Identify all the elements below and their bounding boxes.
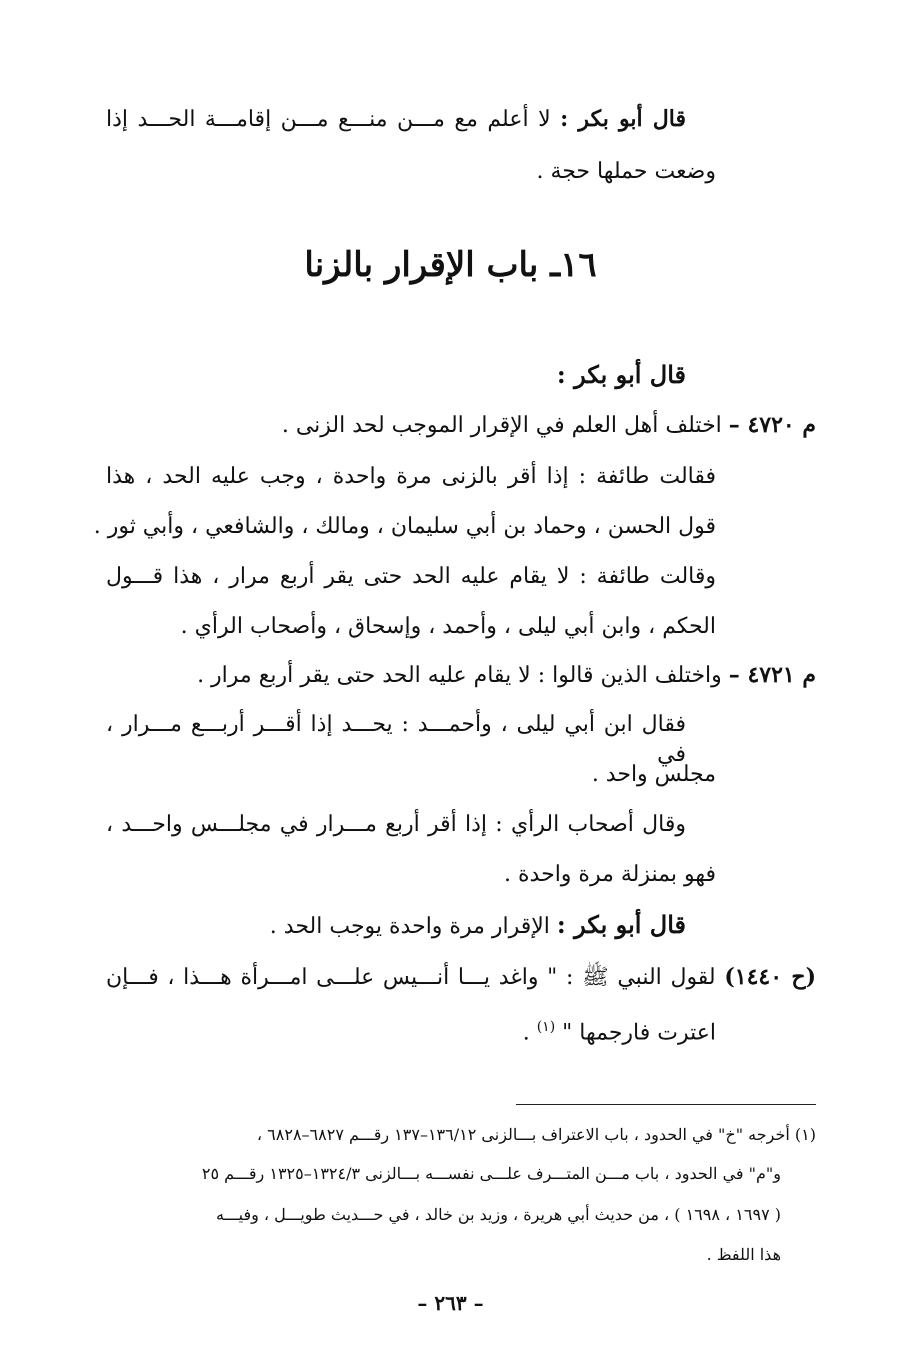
- entry-4720-para2-line2: الحكم ، وابن أبي ليلى ، وأحمد ، وإسحاق ، وأصحاب الرأي .: [180, 614, 716, 639]
- footnote-line-4: هذا اللفظ .: [706, 1245, 781, 1264]
- footnote-line-3: ( ١٦٩٧ ، ١٦٩٨ ) ، من حديث أبي هريرة ، وزيد بن خالد ، في حـــديث طويـــل ، وفيـــه: [215, 1205, 781, 1224]
- chapter-title: ١٦ـ باب الإقرار بالزنا: [304, 245, 597, 285]
- entry-4721-para2-line1: وقال أصحاب الرأي : إذا أقر أربع مـــرار في مجلـــس واحـــد ،: [106, 812, 686, 837]
- entry-4720-para1-line2: قول الحسن ، وحماد بن أبي سليمان ، ومالك ، والشافعي ، وأبي ثور .: [93, 514, 716, 539]
- page-number: – ٢٦٣ –: [417, 1291, 484, 1315]
- hadith-line-1: [106, 962, 816, 993]
- entry-4720-para2-line1: وقالت طائفة : لا يقام عليه الحد حتى يقر أربع مرار ، هذا قـــول: [106, 564, 716, 589]
- top-paragraph-text: لا أعلم مع مـــن منـــع مـــن إقامـــة الحـــد إذا: [106, 107, 551, 132]
- top-paragraph-line-1: [106, 104, 686, 135]
- entry-4720-para1-line1: فقالت طائفة : إذا أقر بالزنى مرة واحدة ، وجب عليه الحد ، هذا: [106, 464, 716, 489]
- footnote-text: أخرجه "خ" في الحدود ، باب الاعتراف بـــالزنى ١٣٦/١٢–١٣٧ رقـــم ٦٨٢٧–٦٨٢٨ ،: [256, 1125, 790, 1144]
- speaker-label: قال أبو بكر :: [560, 106, 686, 132]
- abu-bakr-statement-text: الإقرار مرة واحدة يوجب الحد .: [269, 914, 550, 939]
- entry-4720-text: اختلف أهل العلم في الإقرار الموجب لحد الزنى .: [281, 413, 722, 438]
- footnote-separator: [516, 1104, 816, 1105]
- hadith-text: لقول النبي ﷺ : " واغد يـــا أنـــيس علـــى امـــرأة هـــذا ، فـــإن: [106, 965, 716, 990]
- entry-4720-header: [282, 410, 816, 441]
- top-paragraph-line-2: وضعت حملها حجة .: [536, 159, 716, 184]
- hadith-line-2: [523, 1012, 716, 1048]
- hadith-text-end: اعترت فارجمها ": [562, 1020, 716, 1046]
- entry-4721-para1-line2: مجلس واحد .: [591, 762, 716, 787]
- entry-4721-header: [197, 660, 816, 691]
- section-opening: قال أبو بكر :: [556, 360, 686, 389]
- footnote-line-1: [257, 1124, 816, 1146]
- footnote-reference[interactable]: (١): [536, 1019, 556, 1035]
- hadith-number: (ح ١٤٤٠): [724, 964, 816, 990]
- speaker-label: قال أبو بكر :: [556, 910, 686, 939]
- entry-4721-para2-line2: فهو بمنزلة مرة واحدة .: [504, 862, 716, 887]
- abu-bakr-statement: [270, 910, 686, 942]
- footnote-number: (١): [794, 1125, 816, 1144]
- entry-4721-para1-line1: فقال ابن أبي ليلى ، وأحمـــد : يحـــد إذا أقـــر أربـــع مـــرار ، في: [106, 712, 686, 767]
- entry-4721-text: واختلف الذين قالوا : لا يقام عليه الحد حتى يقر أربع مرار .: [197, 663, 722, 688]
- hadith-period: .: [522, 1020, 530, 1046]
- footnote-line-2: و"م" في الحدود ، باب مـــن المتـــرف علـــى نفســـه بـــالزنى ١٣٢٤/٣–١٣٢٥ رقـــم ٢٥: [201, 1164, 781, 1183]
- entry-4721-number: م ٤٧٢١ –: [728, 662, 816, 688]
- entry-4720-number: م ٤٧٢٠ –: [728, 412, 816, 438]
